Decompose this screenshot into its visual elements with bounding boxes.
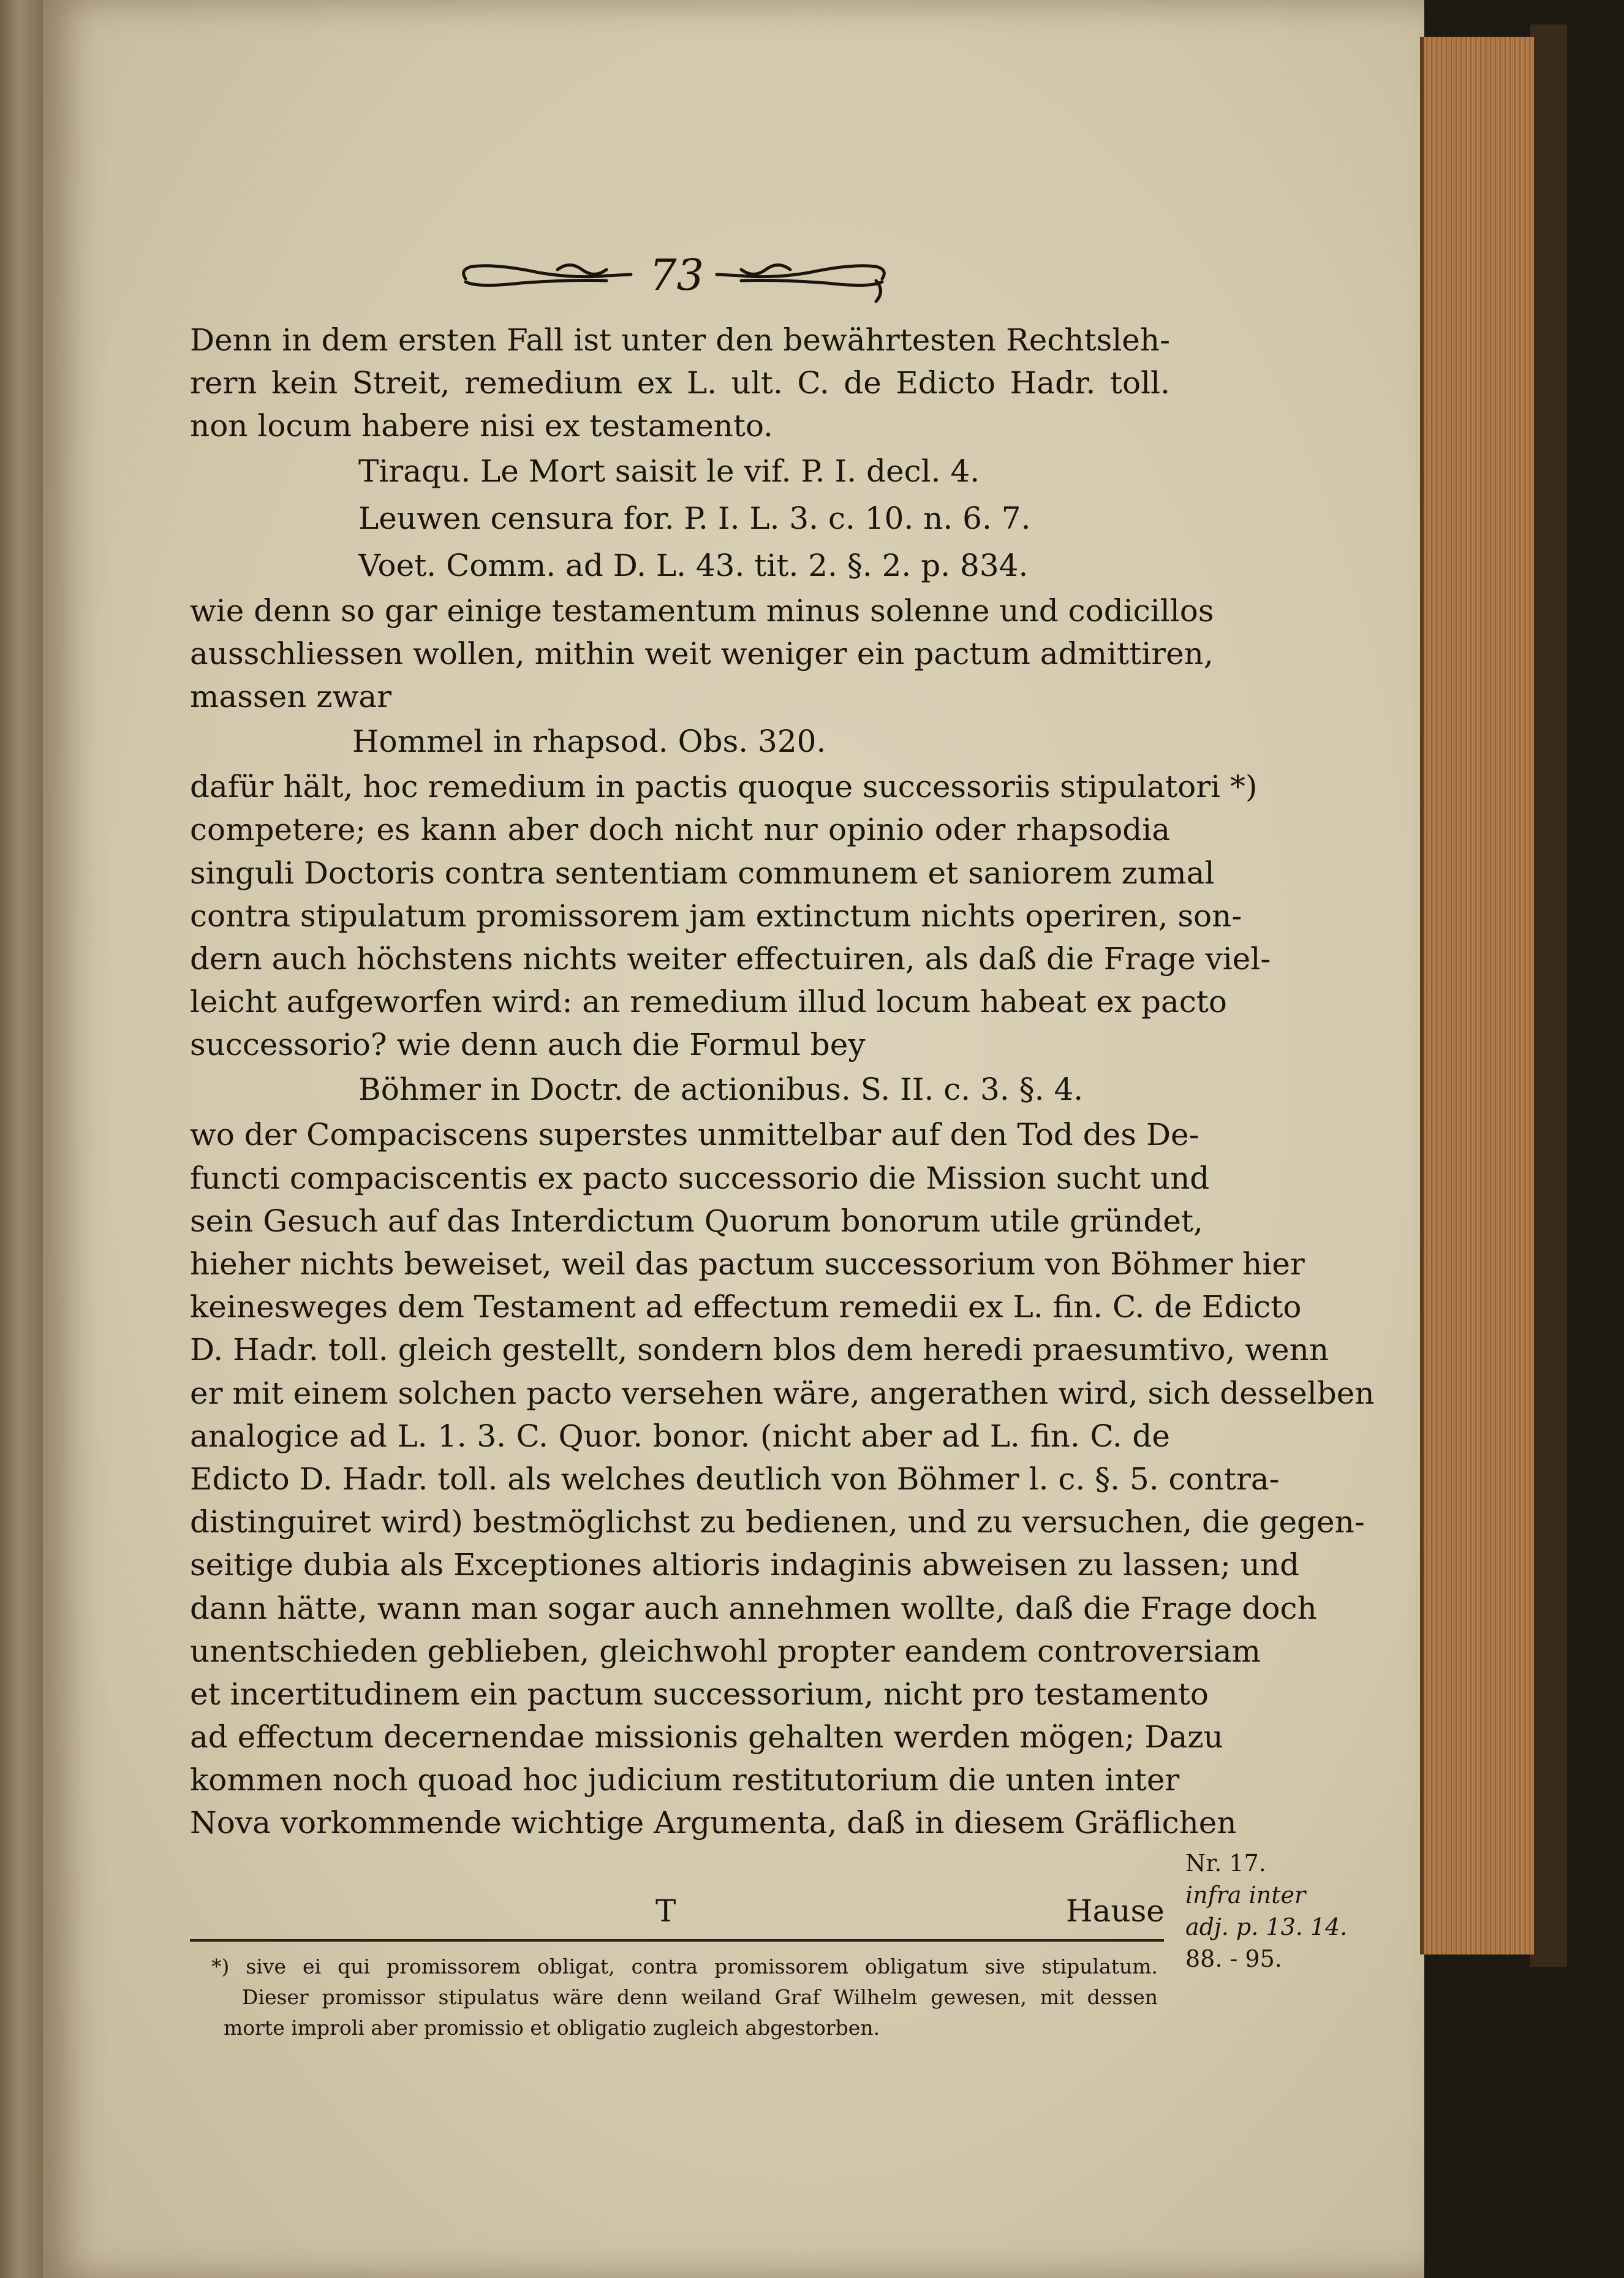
text-line: ad effectum decernendae missionis gehalten werden mögen; Dazu [190, 1719, 1223, 1755]
text-line: keinesweges dem Testament ad effectum remedii ex L. fin. C. de Edicto [190, 1289, 1302, 1325]
text-line: distinguiret wird) bestmöglichst zu bedienen, und zu versuchen, die gegen- [190, 1504, 1365, 1540]
citation: Böhmer in Doctr. de actionibus. S. II. c. 3. §. 4. [358, 1072, 1084, 1108]
text-line: er mit einem solchen pacto versehen wäre, angerathen wird, sich desselben [190, 1375, 1375, 1411]
footnote-line: Dieser promissor stipulatus wäre denn weiland Graf Wilhelm gewesen, mit dessen [242, 1985, 1158, 2009]
text-line: dafür hält, hoc remedium in pactis quoque successoriis stipulatori *) [190, 769, 1258, 805]
text-line: ausschliessen wollen, mithin weit weniger ein pactum admittiren, [190, 635, 1214, 672]
citation: Hommel in rhapsod. Obs. 320. [352, 724, 826, 760]
text-line: Edicto D. Hadr. toll. als welches deutlich von Böhmer l. c. §. 5. contra- [190, 1461, 1280, 1497]
text-line: seitige dubia als Exceptiones altioris indaginis abweisen zu lassen; und [190, 1547, 1300, 1583]
text-line: non locum habere nisi ex testamento. [190, 408, 774, 444]
text-line: dann hätte, wann man sogar auch annehmen wollte, daß die Frage doch [190, 1590, 1317, 1626]
text-line: unentschieden geblieben, gleichwohl propter eandem controversiam [190, 1633, 1261, 1669]
body-text [190, 319, 1375, 1845]
margin-note-line: adj. p. 13. 14. [1185, 1913, 1348, 1940]
citation: Tiraqu. Le Mort saisit le vif. P. I. decl. 4. [358, 453, 980, 489]
text-line: D. Hadr. toll. gleich gestellt, sondern blos dem heredi praesumtivo, wenn [190, 1332, 1329, 1368]
text-line: hieher nichts beweiset, weil das pactum successorium von Böhmer hier [190, 1246, 1305, 1282]
footnote-rule [190, 1939, 1164, 1942]
text-line: leicht aufgeworfen wird: an remedium illud locum habeat ex pacto [190, 984, 1227, 1020]
catchword: Hause [1066, 1893, 1165, 1929]
margin-note-line: Nr. 17. [1185, 1850, 1266, 1877]
text-line: successorio? wie denn auch die Formul bey [190, 1027, 866, 1063]
text-line: competere; es kann aber doch nicht nur opinio oder rhapsodia [190, 812, 1170, 848]
footnote-line: morte improli aber promissio et obligatio zugleich abgestorben. [224, 2016, 880, 2040]
text-line: et incertitudinem ein pactum successorium, nicht pro testamento [190, 1676, 1209, 1712]
text-line: singuli Doctoris contra sententiam communem et saniorem zumal [190, 855, 1215, 891]
margin-note-line: 88. - 95. [1185, 1945, 1282, 1972]
margin-note [1185, 1847, 1348, 1975]
text-line: wie denn so gar einige testamentum minus solenne und codicillos [190, 592, 1214, 629]
previous-page-edge [0, 0, 43, 2278]
citation: Voet. Comm. ad D. L. 43. tit. 2. §. 2. p. 834. [358, 547, 1029, 583]
text-line: wo der Compaciscens superstes unmittelbar auf den Tod des De- [190, 1117, 1199, 1153]
text-line: massen zwar [190, 678, 392, 714]
citation: Leuwen censura for. P. I. L. 3. c. 10. n. 6. 7. [358, 500, 1031, 536]
text-line: dern auch höchstens nichts weiter effectuiren, als daß die Frage viel- [190, 940, 1271, 977]
text-line: Denn in dem ersten Fall ist unter den bewährtesten Rechtsleh- [190, 322, 1170, 358]
text-line: sein Gesuch auf das Interdictum Quorum bonorum utile gründet, [190, 1203, 1203, 1239]
footnotes [211, 1951, 1158, 2043]
text-line: analogice ad L. 1. 3. C. Quor. bonor. (nicht aber ad L. fin. C. de [190, 1418, 1170, 1454]
text-line: Nova vorkommende wichtige Argumenta, daß in diesem Gräflichen [190, 1805, 1237, 1841]
footnote-line: *) sive ei qui promissorem obligat, contra promissorem obligatum sive stipulatum. [211, 1954, 1158, 1978]
page-header [453, 245, 894, 312]
text-line: functi compaciscentis ex pacto successorio die Mission sucht und [190, 1160, 1210, 1196]
book-edge-shadow [1530, 25, 1567, 1967]
book-page-edges [1420, 37, 1534, 1954]
text-line: contra stipulatum promissorem jam extinctum nichts operiren, son- [190, 898, 1242, 934]
signature-mark: T [655, 1893, 676, 1929]
page-number: 73 [649, 250, 704, 300]
text-line: kommen noch quoad hoc judicium restitutorium die unten inter [190, 1762, 1180, 1798]
text-line: rern kein Streit, remedium ex L. ult. C. de Edicto Hadr. toll. [190, 365, 1170, 401]
margin-note-line: infra inter [1185, 1882, 1306, 1909]
